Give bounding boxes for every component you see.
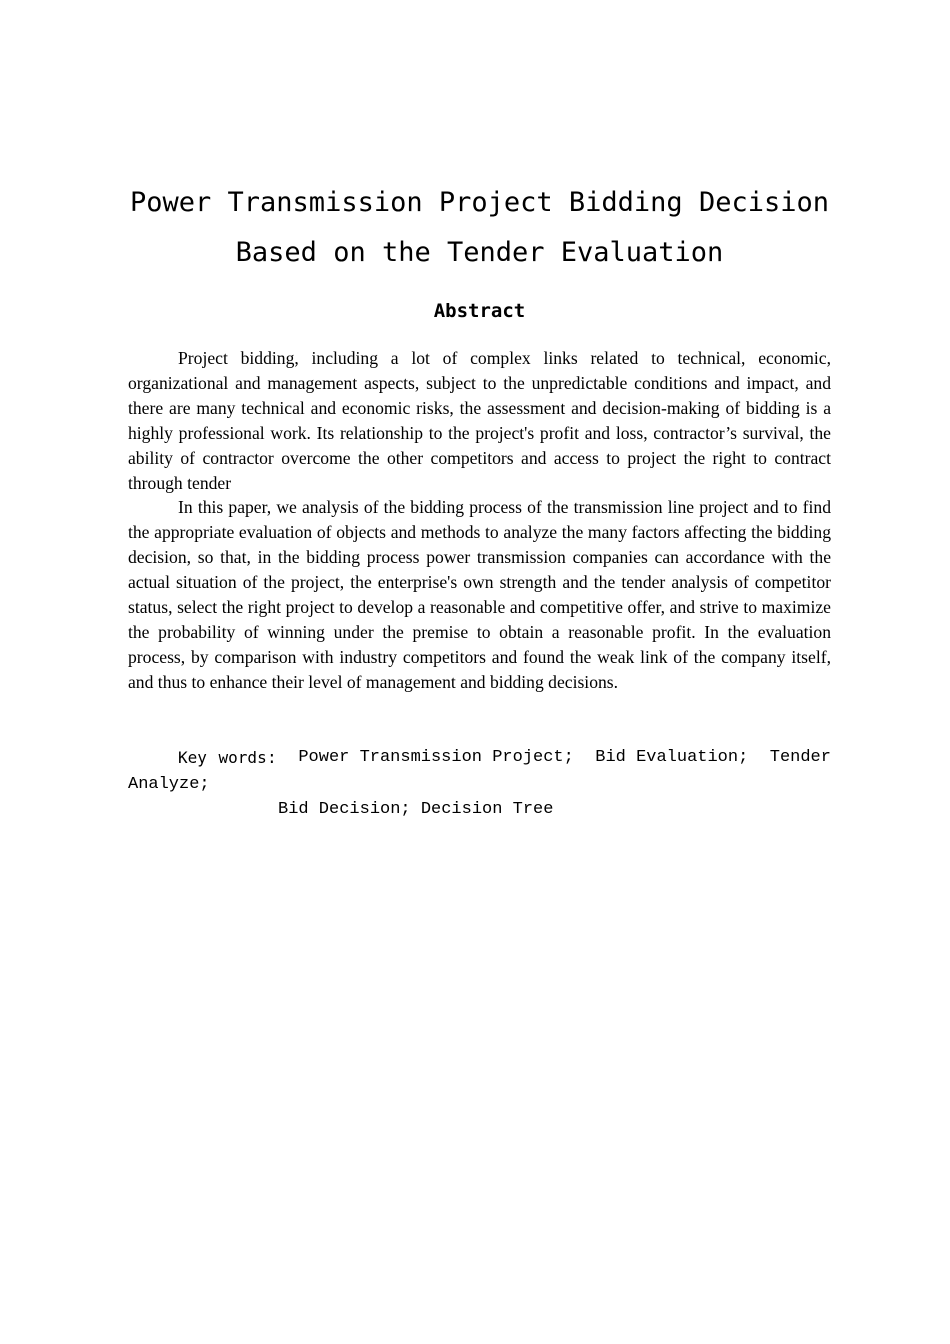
abstract-body — [128, 346, 831, 695]
title-line-1: Power Transmission Project Bidding Decision — [130, 187, 829, 218]
keywords-label: Key words — [178, 747, 267, 767]
abstract-heading: Abstract — [433, 300, 526, 322]
keyword-1: Power Transmission Project; — [298, 747, 574, 767]
abstract-paragraph-1: Project bidding, including a lot of complex links related to technical, economic, organizational and management aspects, subject to the unpredictable conditions and impact, and there are many technical and economic risks, the assessment and decision-making of bidding is a highly professional work. Its relationship to the project's profit and loss, contractor’s survival, the ability of contractor overcome the other competitors and access to project the right to contract through tender — [128, 348, 831, 493]
paper-title — [128, 178, 831, 278]
keywords-label-group — [178, 745, 277, 772]
abstract-paragraph-2: In this paper, we analysis of the bidding process of the transmission line project and to find the appropriate evaluation of objects and methods to analyze the many factors affecting the bidding decision, so that, in the bidding process power transmission companies can accordance with the actual situation of the project, the enterprise's own strength and the tender analysis of competitor status, select the right project to develop a reasonable and competitive offer, and strive to maximize the probability of winning under the premise to obtain a reasonable profit. In the evaluation process, by comparison with industry competitors and found the weak link of the company itself, and thus to enhance their level of management and bidding decisions. — [128, 497, 831, 692]
keywords-line-3: Bid Decision; Decision Tree — [278, 799, 554, 819]
keyword-2: Bid Evaluation; — [595, 747, 749, 767]
keywords-separator: : — [266, 749, 277, 769]
document-page — [128, 178, 831, 822]
title-line-2: Based on the Tender Evaluation — [235, 237, 724, 268]
keywords-section — [128, 745, 831, 822]
keyword-3-part-1: Tender — [769, 747, 831, 767]
keywords-line-1 — [128, 745, 831, 772]
keywords-line-2: Analyze; — [128, 774, 210, 794]
